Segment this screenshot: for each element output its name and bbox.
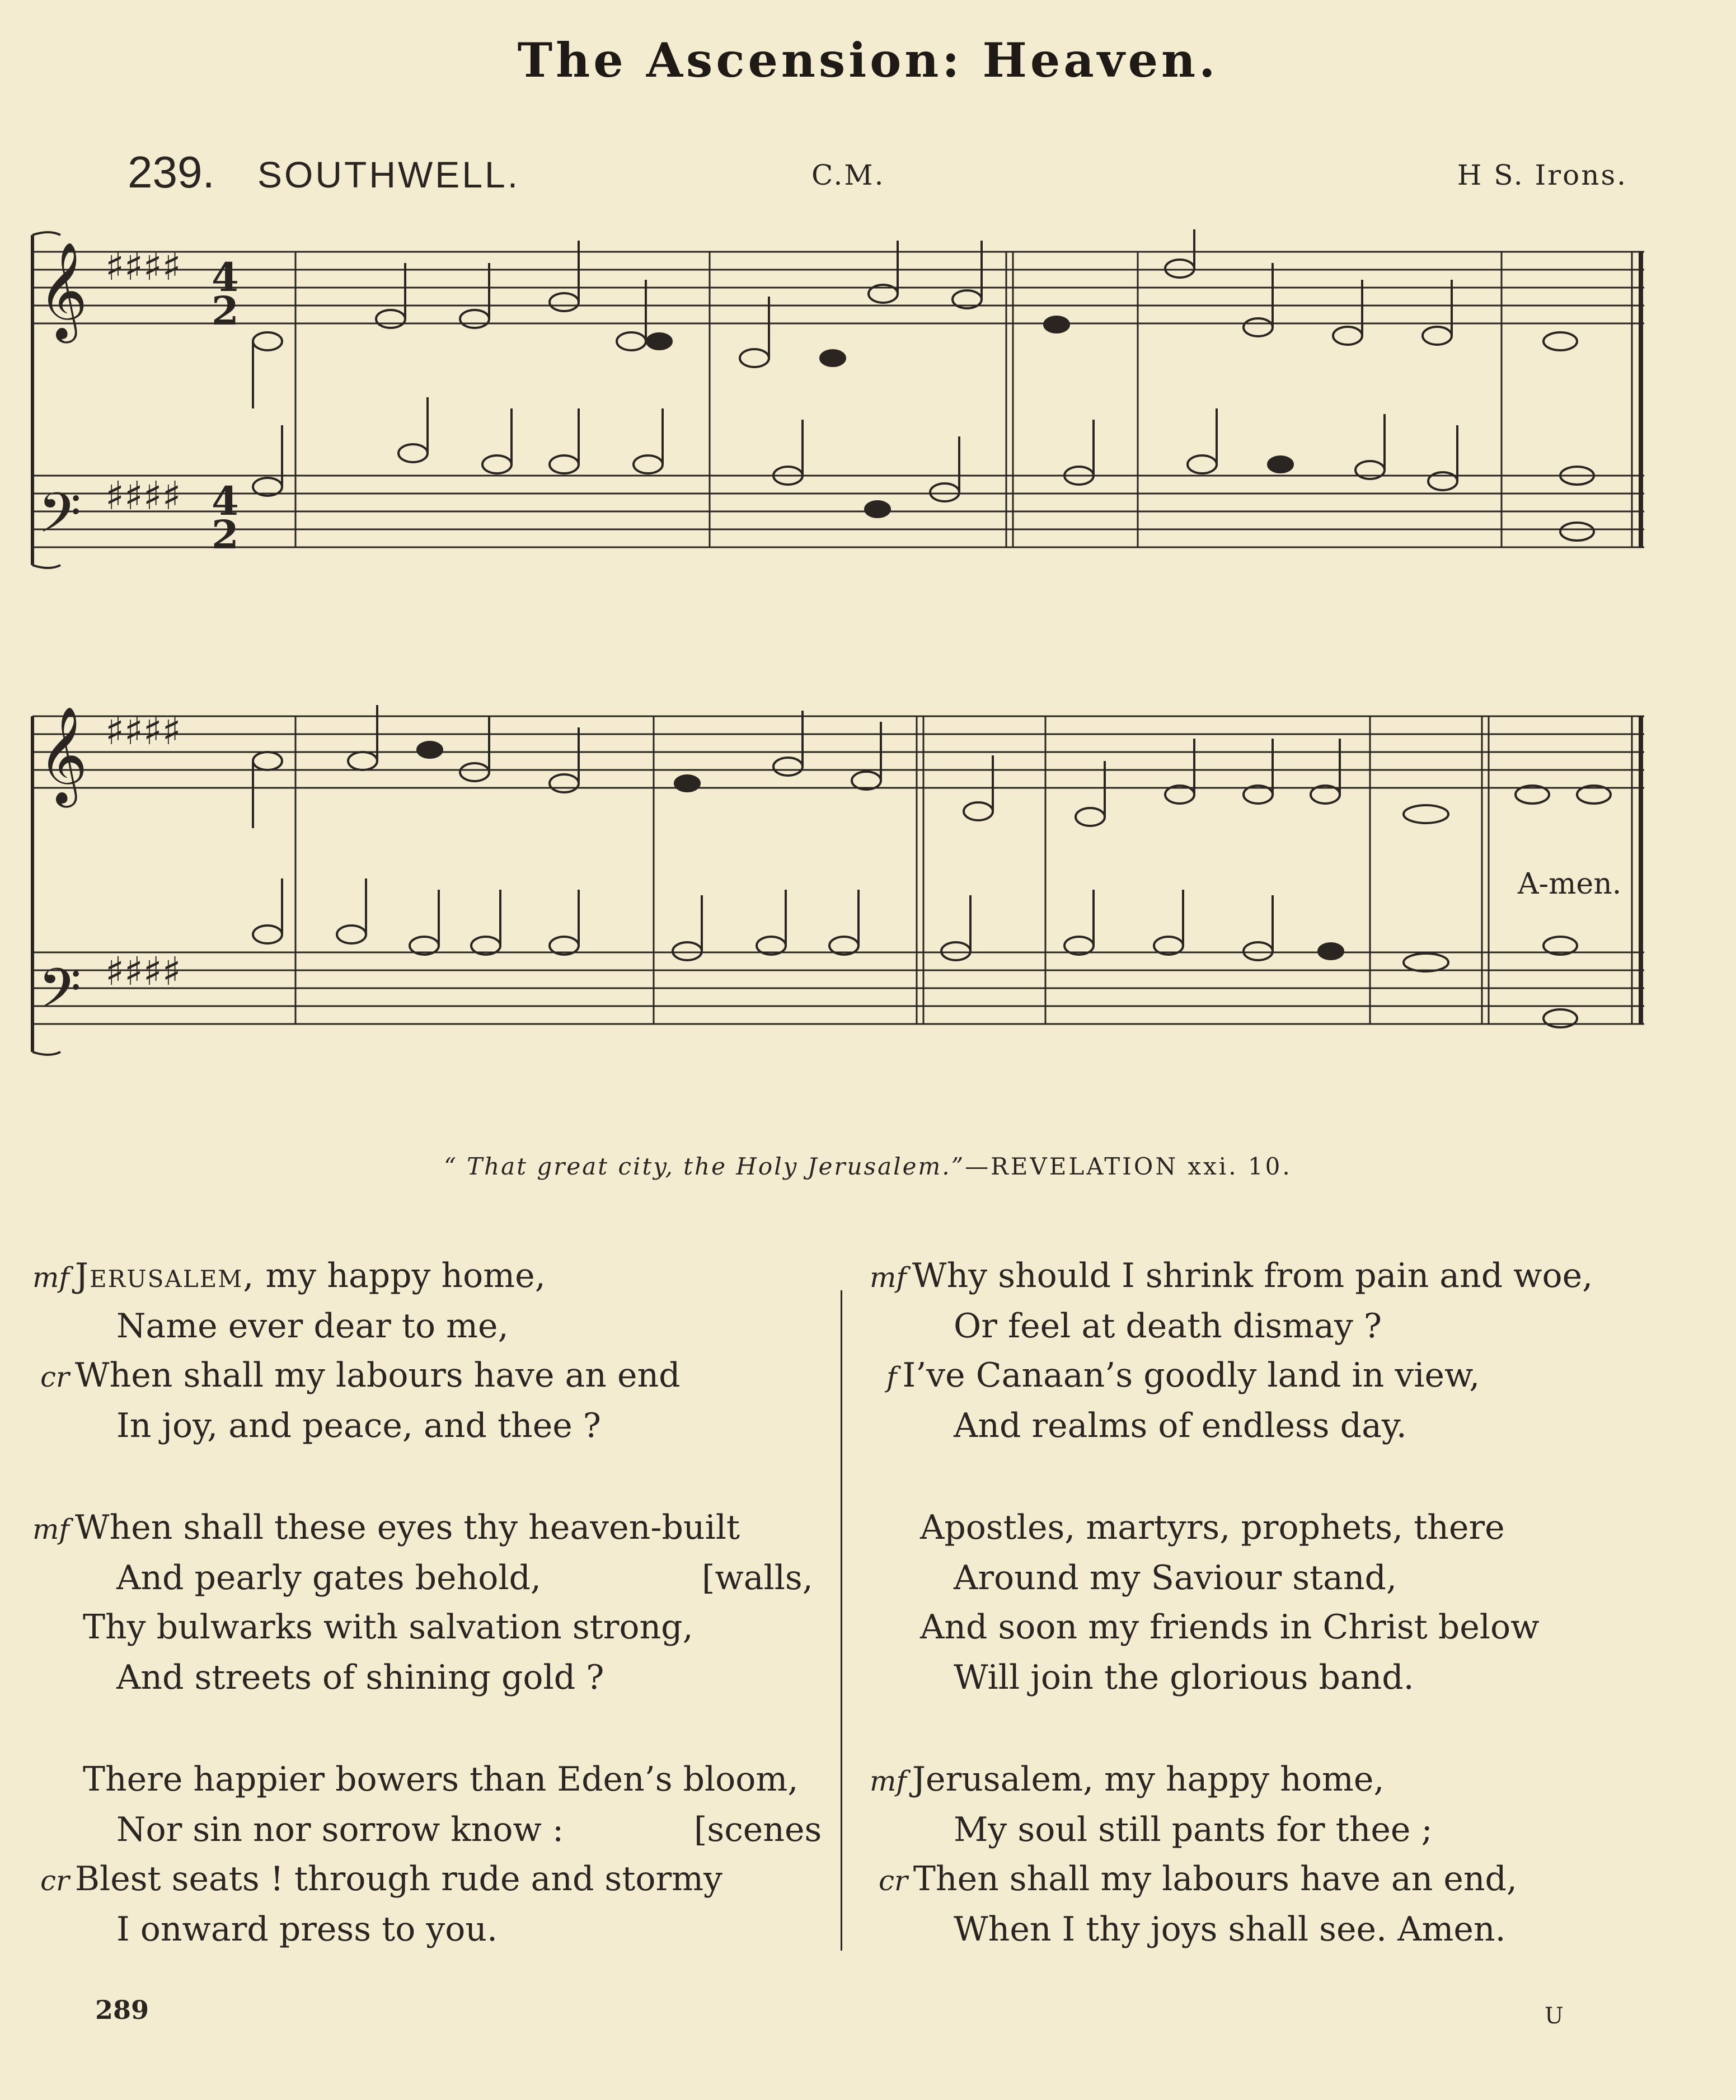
stanza-line (116, 1810, 564, 1849)
epigraph (0, 1153, 1736, 1180)
verse-text: And soon my friends in Christ below (920, 1608, 1540, 1647)
svg-text:𝄢: 𝄢 (38, 957, 82, 1035)
score-system-2 (27, 683, 1652, 1086)
epigraph-source: —REVELATION xxi. 10. (965, 1153, 1292, 1180)
turnover-text: [scenes (694, 1810, 822, 1849)
signature-mark: U (1545, 2003, 1564, 2029)
verse-text: Jerusalem, my happy home, (912, 1760, 1385, 1799)
verse-text: And pearly gates behold, (116, 1558, 541, 1598)
verse-text: Around my Saviour stand, (954, 1558, 1397, 1598)
stanza-line (879, 1859, 1517, 1899)
epigraph-quote: “ That great city, the Holy Jerusalem.” (444, 1153, 965, 1180)
stanza-line (116, 1910, 498, 1949)
stanza-line (954, 1307, 1382, 1346)
verse-text: When I thy joys shall see. Amen. (954, 1910, 1506, 1949)
svg-text:♯♯♯♯: ♯♯♯♯ (105, 473, 181, 519)
dynamic-mark: mf (870, 1261, 907, 1294)
turnover-text: [walls, (702, 1558, 813, 1598)
hymn-header (128, 147, 1627, 208)
verse-text: Blest seats ! through rude and stormy (74, 1859, 722, 1899)
stanza-line (116, 1658, 604, 1697)
svg-text:2: 2 (212, 288, 239, 334)
verse-text: Why should I shrink from pain and woe, (912, 1256, 1593, 1295)
dynamic-mark: mf (870, 1765, 907, 1797)
verse-text: And realms of endless day. (954, 1406, 1407, 1445)
composer: H S. Irons. (1457, 159, 1627, 191)
svg-text:♯♯♯♯: ♯♯♯♯ (105, 948, 181, 994)
verse-text: When shall these eyes thy heaven-built (74, 1508, 740, 1547)
verse-text: my happy home, (255, 1256, 546, 1295)
dynamic-mark: f (886, 1361, 897, 1393)
verse-text: I’ve Canaan’s goodly land in view, (902, 1356, 1480, 1395)
verse-text-caps: Jerusalem, (74, 1256, 255, 1295)
svg-text:𝄞: 𝄞 (38, 242, 88, 339)
stanza-line (954, 1910, 1506, 1949)
stanza-line (32, 1256, 546, 1295)
verse-text: Will join the glorious band. (954, 1658, 1414, 1697)
score-system-1 (27, 229, 1652, 610)
verse-text: There happier bowers than Eden’s bloom, (83, 1760, 799, 1799)
stanza-line (954, 1658, 1414, 1697)
verse-text: When shall my labours have an end (74, 1356, 681, 1395)
svg-text:2: 2 (212, 511, 239, 558)
verse-text: Then shall my labours have an end, (913, 1859, 1517, 1899)
stanza-line (116, 1406, 601, 1445)
verse-text: And streets of shining gold ? (116, 1658, 604, 1697)
verse-text: Apostles, martyrs, prophets, there (920, 1508, 1505, 1547)
verse-text: In joy, and peace, and thee ? (116, 1406, 601, 1445)
running-head: The Ascension: Heaven. (517, 32, 1219, 88)
stanza-line (83, 1760, 799, 1799)
music-notation-system-2 (27, 683, 1652, 1086)
svg-text:♯♯♯♯: ♯♯♯♯ (105, 708, 181, 754)
music-notation-system-1 (27, 229, 1652, 610)
amen-label: A-men. (1518, 867, 1622, 901)
verse-text: My soul still pants for thee ; (954, 1810, 1433, 1849)
stanza-line (40, 1859, 722, 1899)
tune-name: SOUTHWELL. (257, 154, 520, 195)
svg-text:𝄢: 𝄢 (38, 481, 82, 559)
verse-text: Thy bulwarks with salvation strong, (83, 1608, 693, 1647)
verses (0, 1248, 1736, 1975)
meter: C.M. (811, 159, 885, 191)
stanza-line (32, 1508, 740, 1547)
hymn-number: 239. (128, 147, 215, 197)
stanza-line (920, 1608, 1540, 1647)
svg-text:♯♯♯♯: ♯♯♯♯ (105, 243, 181, 289)
svg-text:4: 4 (212, 254, 239, 300)
column-divider (841, 1290, 842, 1951)
stanza-line (954, 1810, 1433, 1849)
stanza-line (954, 1558, 1397, 1598)
stanza-line (83, 1608, 693, 1647)
dynamic-mark: cr (40, 1361, 69, 1393)
svg-text:4: 4 (212, 478, 239, 524)
dynamic-mark: mf (32, 1261, 69, 1294)
dynamic-mark: mf (32, 1513, 69, 1545)
stanza-line (870, 1256, 1593, 1295)
stanza-line (920, 1508, 1505, 1547)
dynamic-mark: cr (879, 1864, 908, 1897)
stanza-line (40, 1356, 681, 1395)
verse-text: Or feel at death dismay ? (954, 1307, 1382, 1346)
stanza-line (954, 1406, 1407, 1445)
verse-text: Nor sin nor sorrow know : (116, 1810, 564, 1849)
verse-text: Name ever dear to me, (116, 1307, 509, 1346)
stanza-line (886, 1356, 1480, 1395)
stanza-line (870, 1760, 1385, 1799)
page-number: 289 (95, 1995, 149, 2025)
svg-text:𝄞: 𝄞 (38, 706, 88, 804)
stanza-line (116, 1307, 509, 1346)
dynamic-mark: cr (40, 1864, 69, 1897)
stanza-line (116, 1558, 541, 1598)
verse-text: I onward press to you. (116, 1910, 498, 1949)
